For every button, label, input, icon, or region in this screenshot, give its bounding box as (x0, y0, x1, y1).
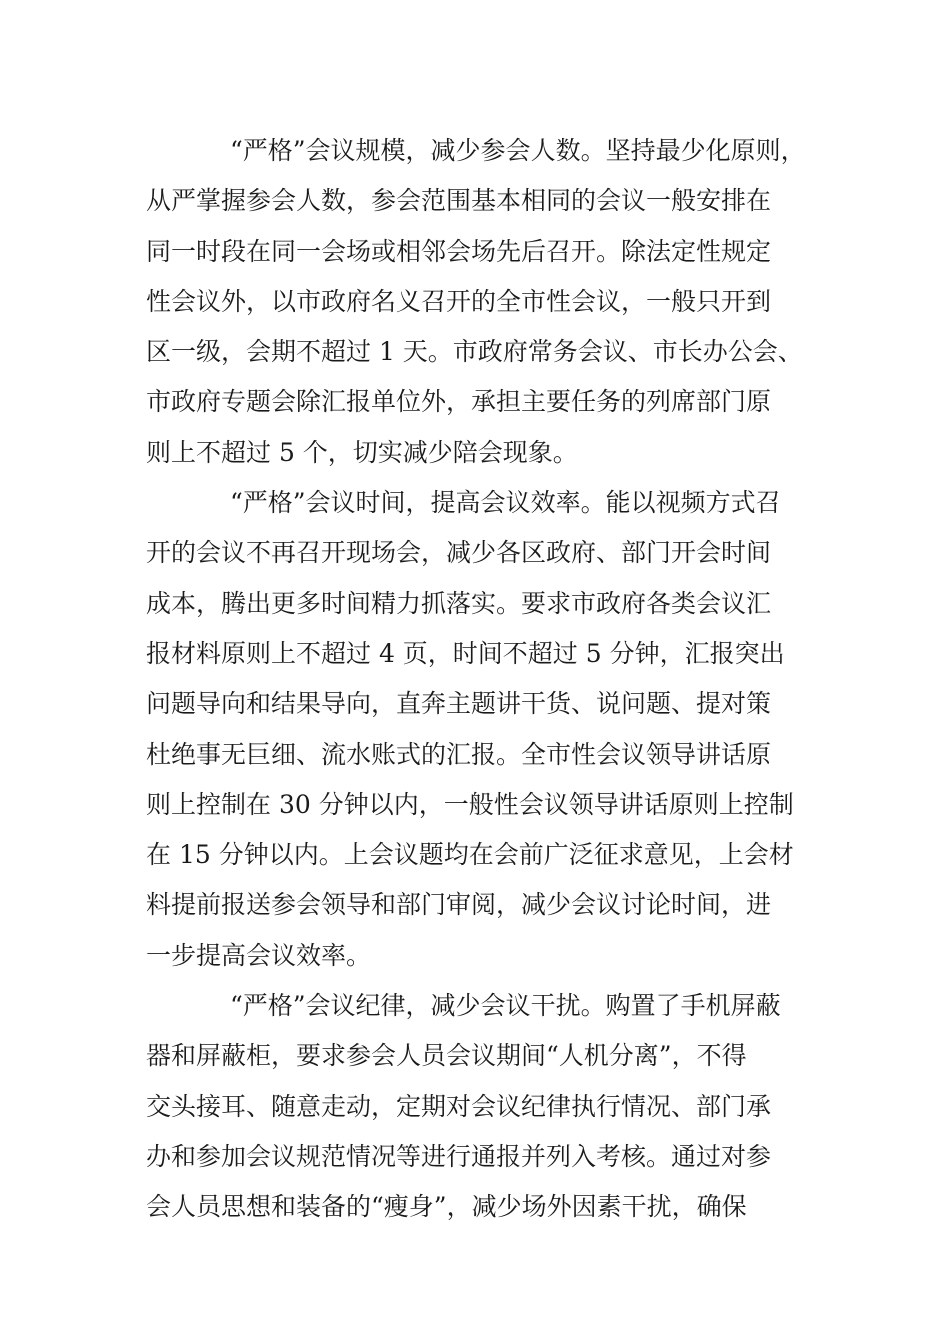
text-line: 从严掌握参会人数，参会范围基本相同的会议一般安排在 (146, 186, 772, 216)
text-line: 料提前报送参会领导和部门审阅，减少会议讨论时间，进 (146, 890, 772, 920)
paragraph-meeting-time (146, 478, 810, 981)
paragraph-meeting-scale (146, 126, 810, 478)
text-line: 杜绝事无巨细、流水账式的汇报。全市性会议领导讲话原 (146, 739, 772, 769)
text-line: “严格”会议规模，减少参会人数。坚持最少化原则， (230, 136, 806, 165)
text-line: 在 15 分钟以内。上会议题均在会前广泛征求意见，上会材 (146, 840, 794, 870)
text-line: 一步提高会议效率。 (146, 940, 372, 970)
text-line: 器和屏蔽柜，要求参会人员会议期间“人机分离”，不得 (146, 1041, 747, 1071)
text-line: 则上不超过 5 个，切实减少陪会现象。 (146, 437, 578, 467)
text-line: 交头接耳、随意走动，定期对会议纪律执行情况、部门承 (146, 1091, 772, 1121)
document-body (146, 126, 810, 1233)
text-line: 会人员思想和装备的“瘦身”，减少场外因素干扰，确保 (146, 1192, 747, 1222)
text-line: 市政府专题会除汇报单位外，承担主要任务的列席部门原 (146, 387, 772, 417)
text-line: 成本，腾出更多时间精力抓落实。要求市政府各类会议汇 (146, 588, 772, 618)
text-line: 办和参加会议规范情况等进行通报并列入考核。通过对参 (146, 1141, 772, 1171)
text-line: 则上控制在 30 分钟以内，一般性会议领导讲话原则上控制 (146, 789, 794, 819)
text-line: “严格”会议时间，提高会议效率。能以视频方式召 (230, 488, 781, 518)
text-line: 区一级，会期不超过 1 天。市政府常务会议、市长办公会、 (146, 337, 803, 367)
text-line: 报材料原则上不超过 4 页，时间不超过 5 分钟，汇报突出 (146, 638, 785, 668)
text-line: 同一时段在同一会场或相邻会场先后召开。除法定性规定 (146, 236, 772, 266)
text-line: “严格”会议纪律，减少会议干扰。购置了手机屏蔽 (230, 991, 781, 1021)
text-line: 性会议外，以市政府名义召开的全市性会议，一般只开到 (146, 286, 772, 316)
paragraph-meeting-discipline (146, 981, 810, 1232)
text-line: 开的会议不再召开现场会，减少各区政府、部门开会时间 (146, 538, 772, 568)
text-line: 问题导向和结果导向，直奔主题讲干货、说问题、提对策 (146, 689, 772, 719)
